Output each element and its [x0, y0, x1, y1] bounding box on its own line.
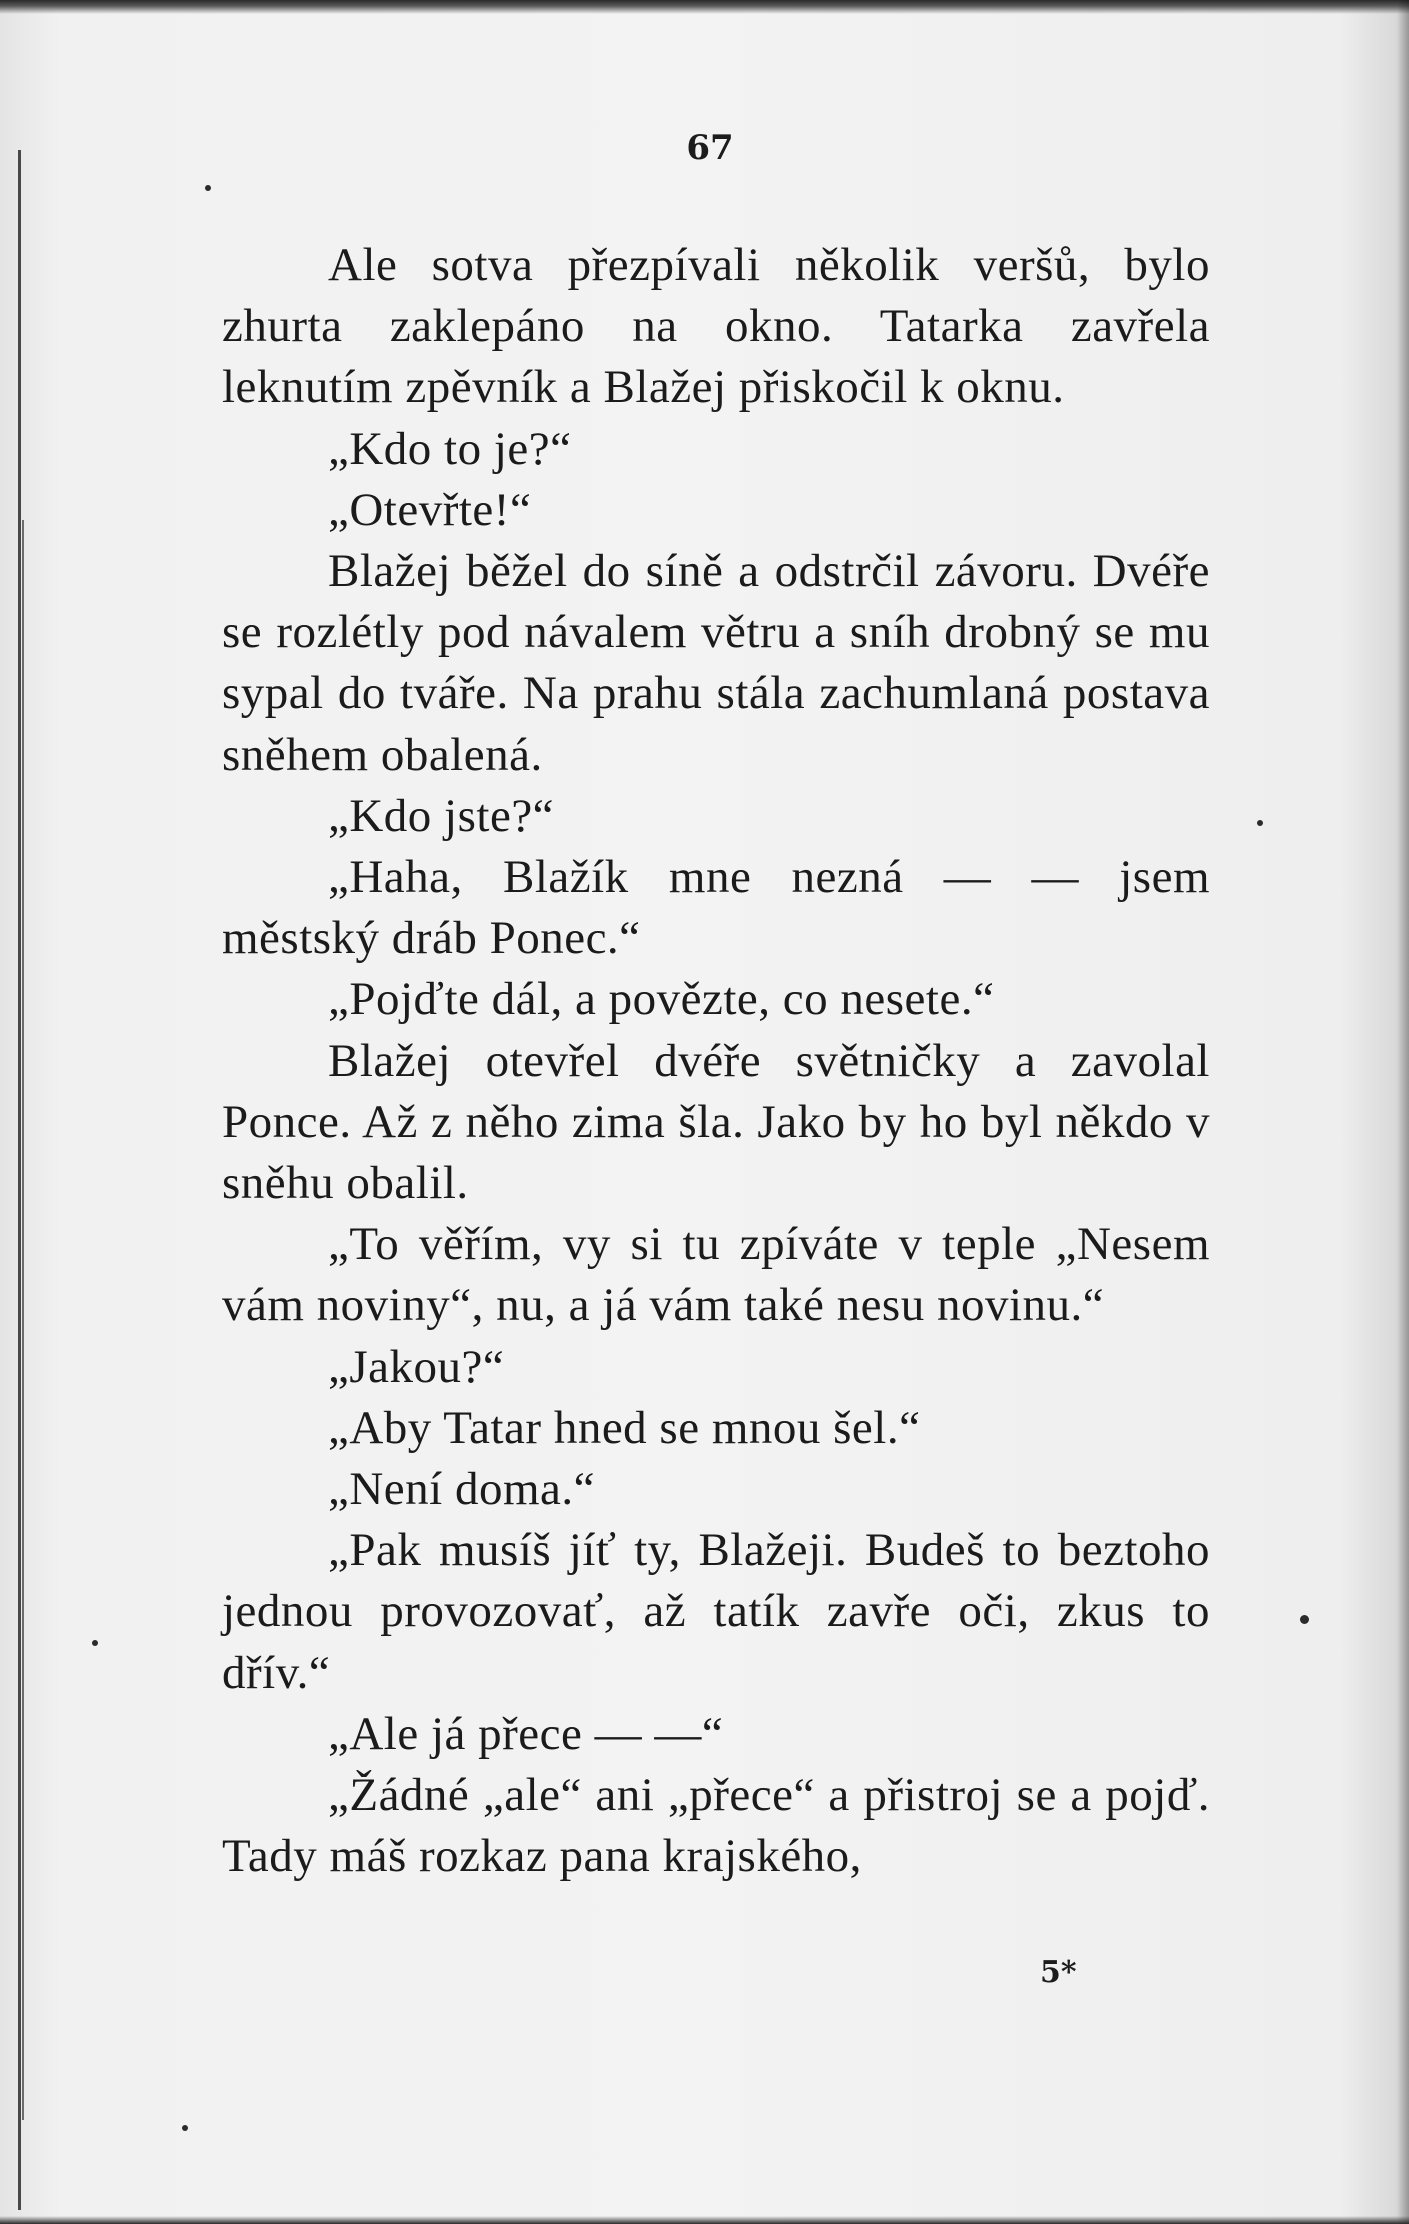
- dialogue-line: „Kdo to je?“: [328, 422, 572, 475]
- dialogue-line: „Haha, Blažík mne nezná — — jsem městský dráb Ponec.“: [222, 851, 1210, 965]
- paragraph: Ale sotva přezpívali několik veršů, bylo zhurta zaklepáno na okno. Tatarka zavřela leknutím zpěvník a Blažej přiskočil k oknu.: [222, 239, 1210, 414]
- print-speck: [92, 1640, 98, 1646]
- print-speck: [182, 2125, 188, 2131]
- dialogue-line: „Pojďte dál, a povězte, co nesete.“: [328, 973, 995, 1026]
- dialogue-line: „To věřím, vy si tu zpíváte v teple „Nesem vám noviny“, nu, a já vám také nesu novinu.“: [222, 1218, 1210, 1332]
- dialogue-line: „Kdo jste?“: [328, 789, 555, 842]
- print-speck: [1300, 1615, 1309, 1624]
- page-right-shadow: [1397, 0, 1409, 2224]
- print-speck: [205, 185, 211, 191]
- signature-mark: 5*: [1040, 1955, 1077, 1990]
- page-top-edge: [0, 0, 1409, 14]
- body-text: [222, 235, 1210, 1887]
- binding-edge: [18, 150, 21, 2210]
- dialogue-line: „Otevřte!“: [328, 483, 532, 536]
- dialogue-line: „Jakou?“: [328, 1340, 505, 1393]
- dialogue-line: „Ale já přece — —“: [328, 1707, 724, 1760]
- dialogue-line: „Žádné „ale“ ani „přece“ a přistroj se a pojď. Tady máš rozkaz pana krajského,: [222, 1769, 1210, 1883]
- dialogue-line: „Pak musíš jíť ty, Blažeji. Budeš to beztoho jednou provozovať, až tatík zavře oči, zkus to dřív.“: [222, 1524, 1210, 1699]
- dialogue-line: „Aby Tatar hned se mnou šel.“: [328, 1401, 921, 1454]
- paragraph: Blažej otevřel dvéře světničky a zavolal Ponce. Až z něho zima šla. Jako by ho byl někdo v sněhu obalil.: [222, 1034, 1210, 1210]
- print-speck: [1257, 820, 1263, 826]
- page-number: 67: [686, 128, 734, 168]
- paragraph: Blažej běžel do síně a odstrčil závoru. Dvéře se rozlétly pod návalem větru a sníh drobný se mu sypal do tváře. Na prahu stála zachumlaná postava sněhem obalená.: [222, 545, 1210, 781]
- dialogue-line: „Není doma.“: [328, 1463, 596, 1516]
- page-bottom-edge: [0, 2216, 1409, 2224]
- binding-edge-inner: [22, 520, 24, 2120]
